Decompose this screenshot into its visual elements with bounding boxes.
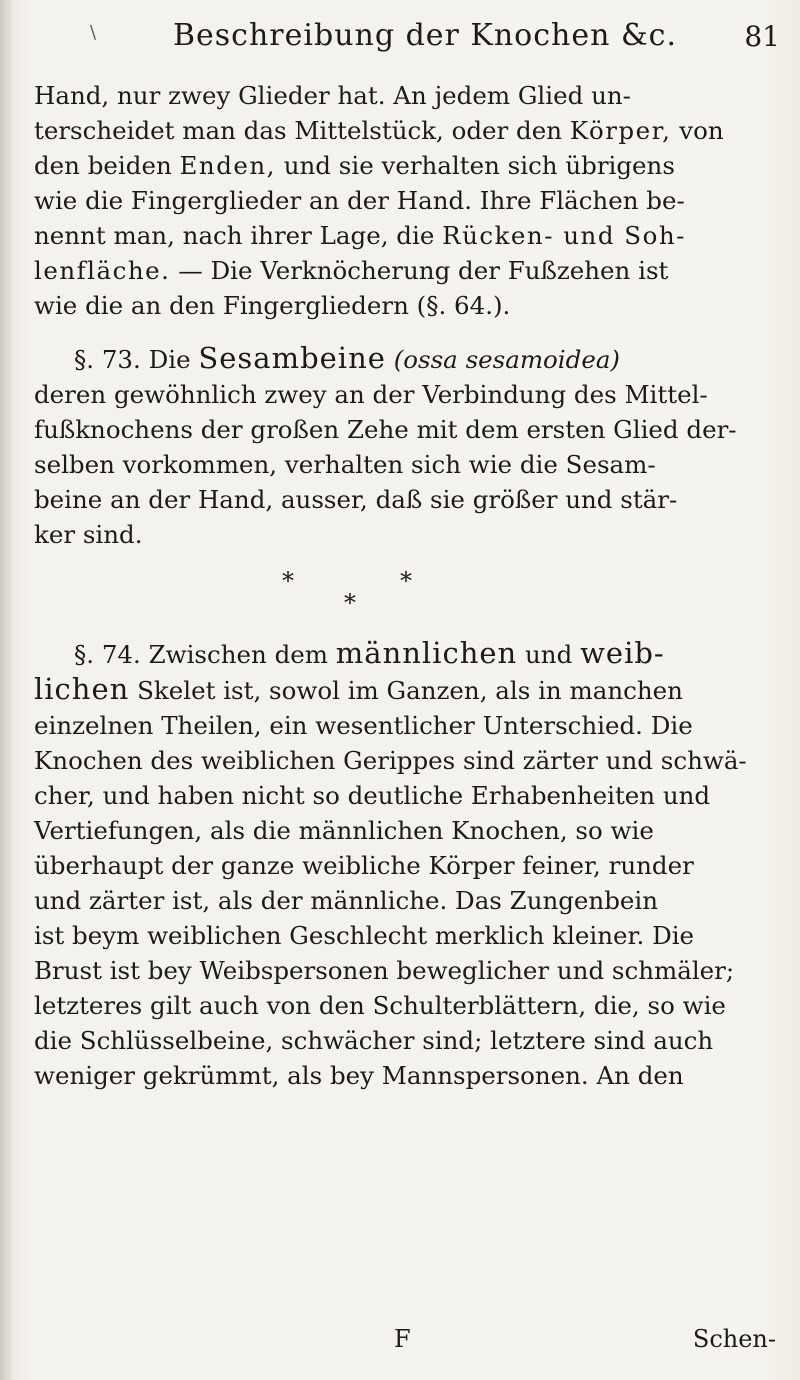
text-line: Zwischen dem	[148, 640, 328, 669]
text-line: weniger gekrümmt, als bey Mannspersonen. An den	[34, 1061, 684, 1090]
catchword: Schen-	[692, 1325, 776, 1353]
header-mark: \	[90, 22, 97, 43]
text-line: — Die Verknöcherung der Fußzehen ist	[178, 256, 669, 285]
text-line: Hand, nur zwey Glieder hat. An jedem Glied un-	[34, 81, 631, 110]
text-line: die Schlüsselbeine, schwächer sind; letztere sind auch	[34, 1026, 714, 1055]
text-line: und sie verhalten sich übrigens	[283, 151, 675, 180]
text-line: Brust ist bey Weibspersonen beweglicher und schmäler;	[34, 956, 735, 985]
section-number: §. 74.	[74, 640, 141, 669]
text-line: nennt man, nach ihrer Lage, die	[34, 221, 435, 250]
term-maennlichen: männlichen	[335, 636, 518, 670]
text-line: und	[525, 640, 573, 669]
asterism-divider	[34, 564, 776, 628]
term-enden: Enden,	[179, 151, 276, 180]
text-line: beine an der Hand, ausser, daß sie größer und stär-	[34, 485, 678, 514]
text-line: Vertiefungen, als die männlichen Knochen, so wie	[34, 816, 654, 845]
text-line: letzteres gilt auch von den Schulterblättern, die, so wie	[34, 991, 726, 1020]
page-gutter-shadow	[0, 0, 14, 1380]
term-lichen: lichen	[34, 672, 130, 706]
text-line: deren gewöhnlich zwey an der Verbindung des Mittel-	[34, 380, 708, 409]
asterisk: *	[344, 589, 356, 617]
text-line: ker sind.	[34, 520, 143, 549]
section-74	[34, 636, 776, 1093]
text-line: Die	[148, 345, 191, 374]
term-koerper: Körper,	[569, 116, 672, 145]
running-title: Beschreibung der Knochen &c.	[172, 18, 677, 53]
text-line: und zärter ist, als der männliche. Das Zungenbein	[34, 886, 659, 915]
text-line: einzelnen Theilen, ein wesentlicher Unterschied. Die	[34, 711, 693, 740]
text-line: terscheidet man das Mittelstück, oder den	[34, 116, 563, 145]
page-footer	[34, 1325, 776, 1365]
asterisk: *	[400, 567, 412, 595]
section-73	[34, 341, 776, 552]
body-text	[34, 78, 776, 1093]
term-flaeche: lenfläche.	[34, 256, 171, 285]
text-line: ist beym weiblichen Geschlecht merklich kleiner. Die	[34, 921, 695, 950]
text-line: Knochen des weiblichen Gerippes sind zärter und schwä-	[34, 746, 747, 775]
text-line: cher, und haben nicht so deutliche Erhabenheiten und	[34, 781, 711, 810]
text-line: den beiden	[34, 151, 172, 180]
text-line: wie die an den Fingergliedern (§. 64.).	[34, 291, 511, 320]
text-line: fußknochens der großen Zehe mit dem ersten Glied der-	[34, 415, 737, 444]
latin-term: (ossa sesamoidea)	[393, 345, 620, 374]
text-line: wie die Fingerglieder an der Hand. Ihre Flächen be-	[34, 186, 685, 215]
term-ruecken-sohlen: Rücken- und Soh-	[442, 221, 686, 250]
text-line: selben vorkommen, verhalten sich wie die Sesam-	[34, 450, 656, 479]
text-line: Skelet ist, sowol im Ganzen, als in manchen	[137, 676, 683, 705]
paragraph-gap	[34, 323, 776, 341]
term-weib: weib-	[580, 636, 665, 670]
page-number: 81	[744, 20, 780, 53]
running-header	[70, 18, 780, 58]
paragraph-continuation	[34, 78, 776, 323]
text-line: von	[679, 116, 724, 145]
asterisk: *	[282, 567, 294, 595]
text-line: überhaupt der ganze weibliche Körper feiner, runder	[34, 851, 694, 880]
signature-mark: F	[394, 1325, 411, 1353]
term-sesambeine: Sesambeine	[198, 341, 386, 375]
section-number: §. 73.	[74, 345, 141, 374]
